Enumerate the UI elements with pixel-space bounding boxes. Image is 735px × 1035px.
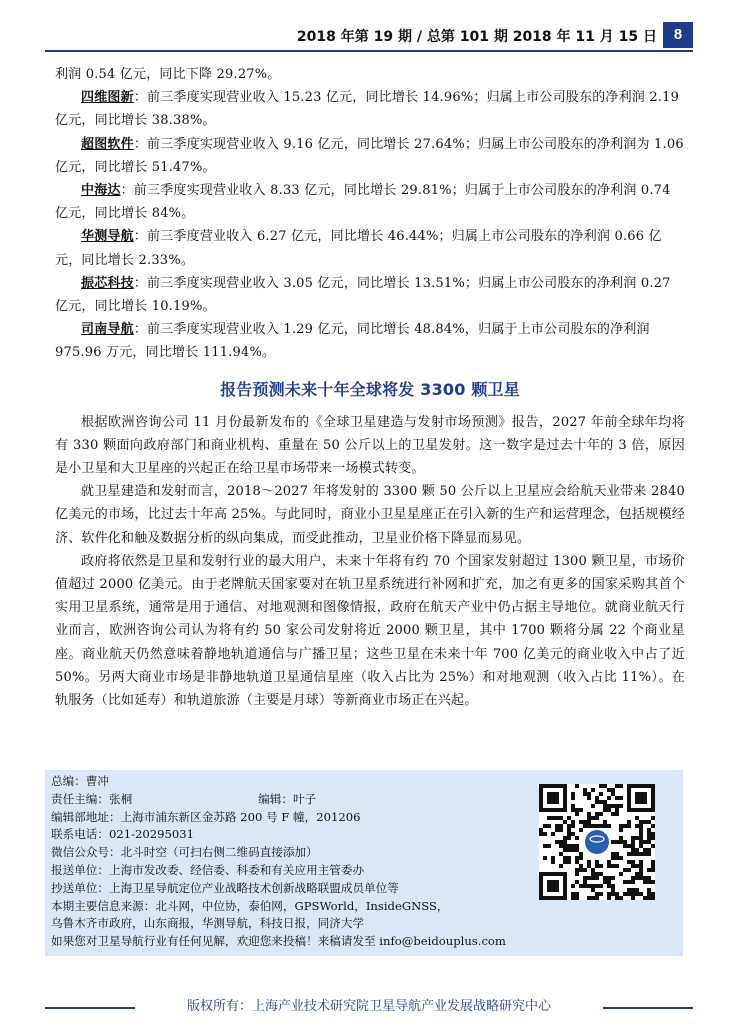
article-title: 报告预测未来十年全球将发 3300 颗卫星 xyxy=(220,379,520,399)
wechat-qr-code xyxy=(539,784,655,900)
company-entry xyxy=(55,318,685,364)
copy-to: 抄送单位：上海卫星导航定位产业战略技术创新战略联盟成员单位等 xyxy=(51,880,399,895)
company-name: 四维图新 xyxy=(81,90,134,106)
send-to: 报送单位：上海市发改委、经信委、科委和有关应用主管委办 xyxy=(51,862,365,877)
company-name: 华测导航 xyxy=(81,229,134,245)
contact-phone: 联系电话：021-20295031 xyxy=(51,827,195,842)
company-name: 超图软件 xyxy=(81,136,134,152)
company-entry xyxy=(55,272,685,318)
company-entry xyxy=(55,133,685,179)
issue-info: 2018 年第 19 期 / 总第 101 期 2018 年 11 月 15 日 xyxy=(296,29,657,45)
copyright-text: 版权所有：上海产业技术研究院卫星导航产业发展战略研究中心 xyxy=(186,999,551,1014)
company-text: ：前三季度营业收入 6.27 亿元，同比增长 46.44%；归属上市公司股东的净利润 0.66 亿元，同比增长 2.33%。 xyxy=(55,229,662,268)
wechat-account: 微信公众号：北斗时空（可扫右侧二维码直接添加） xyxy=(51,845,318,860)
qr-code-graphic xyxy=(539,784,655,900)
sources-line-1: 本期主要信息来源：北斗网，中位协，泰伯网，GPSWorld，InsideGNSS， xyxy=(51,898,449,913)
article-paragraph: 就卫星建造和发射而言，2018～2027 年将发射的 3300 颗 50 公斤以上卫星应会给航天业带来 2840 亿美元的市场，比过去十年高 25%。与此同时，商业小卫星星座正在引入新的生产和运营理念，包括规模经济、软件化和触及数据分析的纵向集成，而受此推动，卫星业价格下降显而易见。 xyxy=(55,484,685,546)
company-text: ：前三季度实现营业收入 1.29 亿元，同比增长 48.84%，归属于上市公司股东的净利润 975.96 万元，同比增长 111.94%。 xyxy=(55,322,650,361)
page-number: 8 xyxy=(663,22,693,48)
article-paragraph: 根据欧洲咨询公司 11 月份最新发布的《全球卫星建造与发射市场预测》报告，2027 年前全球年均将有 330 颗面向政府部门和商业机构、重量在 50 公斤以上的卫星发射。这一数字是过去十年的 3 倍，原因是小卫星和大卫星座的兴起正在给卫星市场带来一场模式转变。 xyxy=(55,414,685,477)
company-text: ：前三季度实现营业收入 8.33 亿元，同比增长 29.81%；归属于上市公司股东的净利润 0.74 亿元，同比增长 84%。 xyxy=(55,183,671,222)
office-address: 编辑部地址：上海市浦东新区金苏路 200 号 F 幢，201206 xyxy=(51,809,361,824)
header-divider xyxy=(45,50,693,52)
masthead-box xyxy=(45,770,683,956)
page-header xyxy=(45,22,693,50)
company-name: 振芯科技 xyxy=(81,275,134,291)
editors-line xyxy=(51,791,506,809)
copyright-rule-right xyxy=(603,1007,693,1009)
company-name: 中海达 xyxy=(81,183,121,199)
chief-editor: 总编：曹冲 xyxy=(51,774,109,788)
company-entry xyxy=(55,179,685,225)
article-paragraph: 政府将依然是卫星和发射行业的最大用户，未来十年将有约 70 个国家发射超过 1300 颗卫星，市场价值超过 2000 亿美元。由于老牌航天国家要对在轨卫星系统进行补网和扩充，加之有更多的国家采购其首个实用卫星系统，通常是用于通信、对地观测和图像情报，政府在航天产业中仍占据主导地位。就商业航天行业而言，欧洲咨询公司认为将有约 50 家公司发射将近 2000 颗卫星，其中 1700 颗将分属 22 个商业星座。商业航天仍然意味着静地轨道通信与广播卫星；这些卫星在未来十年 700 亿美元的商业收入中占了近 50%。另两大商业市场是非静地轨道卫星通信星座（收入占比为 25%）和对地观测（收入占比 11%）。在轨服务（比如延寿）和轨道旅游（主要是月球）等新商业市场正在兴起。 xyxy=(55,553,685,709)
company-name: 司南导航 xyxy=(81,322,134,338)
editor: 编辑：叶子 xyxy=(258,791,317,806)
company-text: ：前三季度实现营业收入 9.16 亿元，同比增长 27.64%；归属上市公司股东的净利润为 1.06 亿元，同比增长 51.47%。 xyxy=(55,136,684,175)
article-body xyxy=(55,411,685,713)
contribute-line: 如果您对卫星导航行业有任何见解，欢迎您来投稿！来稿请发至 info@beidouplus.com xyxy=(51,934,506,949)
companies-intro: 利润 0.54 亿元，同比下降 29.27%。 xyxy=(55,67,281,82)
responsible-editor: 责任主编：张桐 xyxy=(51,791,133,806)
masthead-lines xyxy=(51,773,506,951)
main-content xyxy=(55,63,685,712)
company-text: ：前三季度实现营业收入 3.05 亿元，同比增长 13.51%；归属上市公司股东的净利润 0.27 亿元，同比增长 10.19%。 xyxy=(55,275,671,315)
copyright-bar xyxy=(45,996,693,1018)
sources-line-2: 乌鲁木齐市政府，山东商报，华测导航，科技日报，同济大学 xyxy=(51,916,365,931)
company-entry xyxy=(55,225,685,271)
company-text: ：前三季度实现营业收入 15.23 亿元，同比增长 14.96%；归属上市公司股东的净利润 2.19 亿元，同比增长 38.38%。 xyxy=(55,90,680,129)
copyright-rule-left xyxy=(45,1007,135,1009)
company-entry xyxy=(55,86,685,132)
